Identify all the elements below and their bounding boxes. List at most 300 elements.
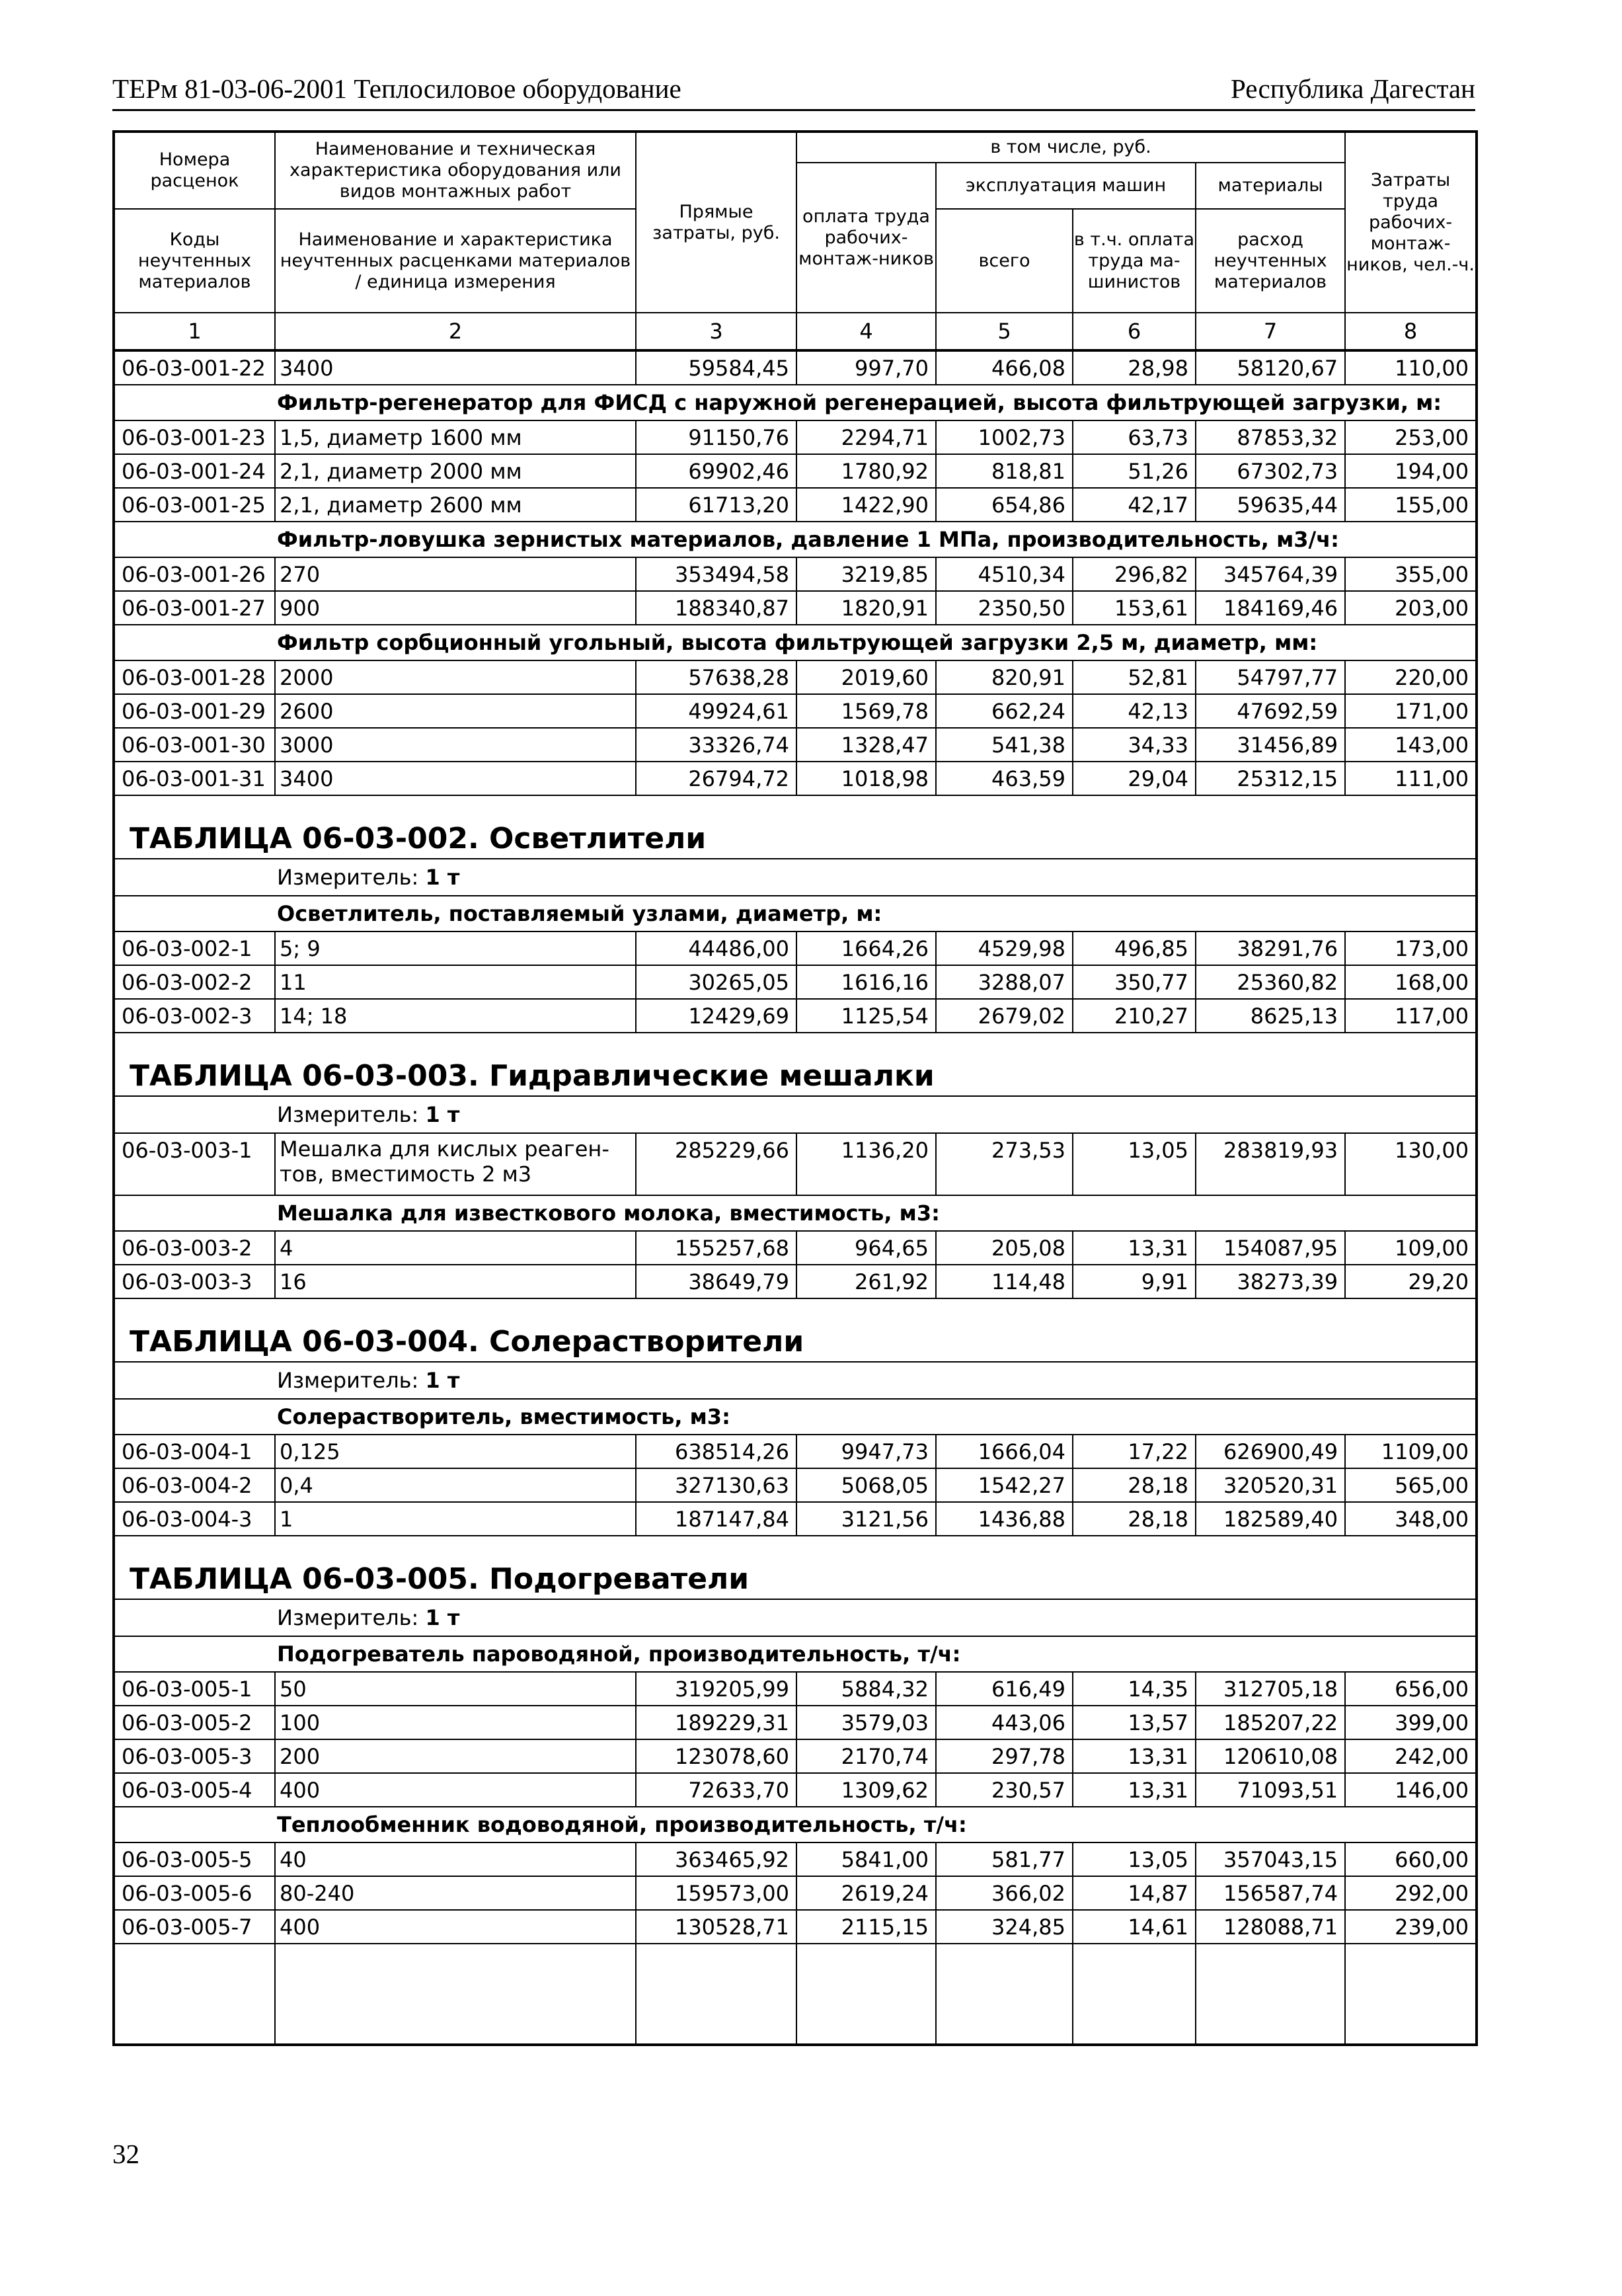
item-description: 14; 18 [275,999,636,1033]
item-description: 2,1, диаметр 2000 мм [275,454,636,488]
measure-label: Измеритель: [277,865,419,890]
worker-pay-value: 1616,16 [796,965,936,999]
empty-cell [1073,1944,1196,2045]
item-description: 900 [275,591,636,625]
labor-hours-value: 220,00 [1345,660,1477,694]
labor-hours-value: 660,00 [1345,1842,1477,1876]
measure-label: Измеритель: [277,1102,419,1127]
header-machines-total: всего [936,209,1073,313]
item-description: Мешалка для кислых реаген-тов, вместимость 2 м3 [275,1133,636,1195]
machinist-pay-value: 29,04 [1073,762,1196,795]
materials-value: 320520,31 [1196,1468,1345,1502]
table-row [114,728,1477,762]
direct-costs-value: 130528,71 [636,1910,796,1944]
labor-hours-value: 143,00 [1345,728,1477,762]
machinist-pay-value: 14,35 [1073,1672,1196,1706]
machinist-pay-value: 153,61 [1073,591,1196,625]
worker-pay-value: 2619,24 [796,1876,936,1910]
labor-hours-value: 173,00 [1345,931,1477,965]
item-description: 3400 [275,762,636,795]
materials-value: 58120,67 [1196,350,1345,385]
worker-pay-value: 1309,62 [796,1773,936,1807]
direct-costs-value: 353494,58 [636,557,796,591]
empty-cell [114,1944,275,2045]
machines-total-value: 4510,34 [936,557,1073,591]
worker-pay-value: 1664,26 [796,931,936,965]
direct-costs-value: 159573,00 [636,1876,796,1910]
item-description: 4 [275,1231,636,1265]
price-table [112,130,1478,2046]
item-description: 40 [275,1842,636,1876]
direct-costs-value: 155257,68 [636,1231,796,1265]
machines-total-value: 2350,50 [936,591,1073,625]
direct-costs-value: 57638,28 [636,660,796,694]
item-description: 0,125 [275,1435,636,1468]
labor-hours-value: 109,00 [1345,1231,1477,1265]
materials-value: 38273,39 [1196,1265,1345,1298]
section-heading: Солерастворитель, вместимость, м3: [114,1399,1477,1435]
machinist-pay-value: 28,18 [1073,1502,1196,1536]
item-description: 3400 [275,350,636,385]
labor-hours-value: 1109,00 [1345,1435,1477,1468]
rate-code: 06-03-005-7 [114,1910,275,1944]
table-title: ТАБЛИЦА 06-03-004. Солерастворители [114,1298,1477,1362]
rate-code: 06-03-001-27 [114,591,275,625]
machinist-pay-value: 13,05 [1073,1842,1196,1876]
measure-value: 1 т [425,1605,460,1630]
header-worker-pay: оплата труда рабочих-монтаж-ников [796,163,936,313]
worker-pay-value: 3121,56 [796,1502,936,1536]
measure-unit [114,1096,1477,1133]
materials-value: 67302,73 [1196,454,1345,488]
direct-costs-value: 59584,45 [636,350,796,385]
item-description: 5; 9 [275,931,636,965]
rate-code: 06-03-001-30 [114,728,275,762]
labor-hours-value: 171,00 [1345,694,1477,728]
labor-hours-value: 399,00 [1345,1706,1477,1739]
header-materials: материалы [1196,163,1345,209]
table-title: ТАБЛИЦА 06-03-002. Осветлители [114,795,1477,859]
worker-pay-value: 2294,71 [796,420,936,454]
page-header-title: ТЕРм 81-03-06-2001 Теплосиловое оборудование [112,73,681,104]
machines-total-value: 1542,27 [936,1468,1073,1502]
machinist-pay-value: 14,87 [1073,1876,1196,1910]
rate-code: 06-03-005-4 [114,1773,275,1807]
rate-code: 06-03-001-28 [114,660,275,694]
column-number-row [114,313,1477,350]
measure-value: 1 т [425,1368,460,1393]
labor-hours-value: 348,00 [1345,1502,1477,1536]
item-description: 80-240 [275,1876,636,1910]
materials-value: 25360,82 [1196,965,1345,999]
rate-code: 06-03-001-22 [114,350,275,385]
rate-code: 06-03-005-2 [114,1706,275,1739]
machines-total-value: 616,49 [936,1672,1073,1706]
labor-hours-value: 565,00 [1345,1468,1477,1502]
measure-row [114,1096,1477,1133]
measure-label: Измеритель: [277,1605,419,1630]
machines-total-value: 1436,88 [936,1502,1073,1536]
materials-value: 312705,18 [1196,1672,1345,1706]
header-work-name: Наименование и техническая характеристика оборудования или видов монтажных работ [275,132,636,209]
worker-pay-value: 3219,85 [796,557,936,591]
machines-total-value: 273,53 [936,1133,1073,1195]
worker-pay-value: 997,70 [796,350,936,385]
measure-row [114,1362,1477,1399]
rate-code: 06-03-002-1 [114,931,275,965]
table-row [114,557,1477,591]
section-heading: Фильтр сорбционный угольный, высота фильтрующей загрузки 2,5 м, диаметр, мм: [114,625,1477,660]
direct-costs-value: 123078,60 [636,1739,796,1773]
table-row [114,965,1477,999]
rate-code: 06-03-005-6 [114,1876,275,1910]
measure-unit [114,859,1477,896]
item-description: 3000 [275,728,636,762]
machines-total-value: 230,57 [936,1773,1073,1807]
column-number: 7 [1196,313,1345,350]
table-row [114,1502,1477,1536]
machinist-pay-value: 496,85 [1073,931,1196,965]
worker-pay-value: 9947,73 [796,1435,936,1468]
direct-costs-value: 38649,79 [636,1265,796,1298]
materials-value: 283819,93 [1196,1133,1345,1195]
page-header-region: Республика Дагестан [1231,73,1475,104]
rate-code: 06-03-005-3 [114,1739,275,1773]
materials-value: 87853,32 [1196,420,1345,454]
empty-cell [275,1944,636,2045]
rate-code: 06-03-001-31 [114,762,275,795]
table-row [114,1468,1477,1502]
direct-costs-value: 49924,61 [636,694,796,728]
item-description: 400 [275,1773,636,1807]
machinist-pay-value: 14,61 [1073,1910,1196,1944]
machines-total-value: 1666,04 [936,1435,1073,1468]
worker-pay-value: 1569,78 [796,694,936,728]
machines-total-value: 581,77 [936,1842,1073,1876]
machines-total-value: 541,38 [936,728,1073,762]
table-row [114,660,1477,694]
rate-code: 06-03-003-3 [114,1265,275,1298]
measure-value: 1 т [425,865,460,890]
materials-value: 47692,59 [1196,694,1345,728]
column-number: 1 [114,313,275,350]
header-direct-costs: Прямые затраты, руб. [636,132,796,313]
header-material-name: Наименование и характеристика неучтенных расценками материалов / единица измерения [275,209,636,313]
labor-hours-value: 29,20 [1345,1265,1477,1298]
table-row [114,591,1477,625]
machinist-pay-value: 350,77 [1073,965,1196,999]
measure-value: 1 т [425,1102,460,1127]
rate-code: 06-03-005-5 [114,1842,275,1876]
rate-code: 06-03-002-3 [114,999,275,1033]
machinist-pay-value: 296,82 [1073,557,1196,591]
worker-pay-value: 5068,05 [796,1468,936,1502]
item-description: 1,5, диаметр 1600 мм [275,420,636,454]
header-labor-hours: Затраты труда рабочих-монтаж-ников, чел.-ч. [1345,132,1477,313]
table-title: ТАБЛИЦА 06-03-003. Гидравлические мешалки [114,1033,1477,1096]
table-row [114,1265,1477,1298]
table-row [114,1842,1477,1876]
worker-pay-value: 5841,00 [796,1842,936,1876]
worker-pay-value: 2019,60 [796,660,936,694]
worker-pay-value: 5884,32 [796,1672,936,1706]
materials-value: 154087,95 [1196,1231,1345,1265]
worker-pay-value: 2115,15 [796,1910,936,1944]
materials-value: 182589,40 [1196,1502,1345,1536]
header-material-codes: Коды неучтенных материалов [114,209,275,313]
worker-pay-value: 1136,20 [796,1133,936,1195]
machines-total-value: 114,48 [936,1265,1073,1298]
labor-hours-value: 656,00 [1345,1672,1477,1706]
measure-label: Измеритель: [277,1368,419,1393]
worker-pay-value: 2170,74 [796,1739,936,1773]
header-machines: эксплуатация машин [936,163,1196,209]
machines-total-value: 466,08 [936,350,1073,385]
materials-value: 25312,15 [1196,762,1345,795]
table-row [114,999,1477,1033]
worker-pay-value: 261,92 [796,1265,936,1298]
rate-code: 06-03-001-24 [114,454,275,488]
section-heading-row [114,522,1477,557]
section-heading: Фильтр-регенератор для ФИСД с наружной регенерацией, высота фильтрующей загрузки, м: [114,385,1477,420]
machinist-pay-value: 17,22 [1073,1435,1196,1468]
worker-pay-value: 1780,92 [796,454,936,488]
table-body [114,350,1477,2045]
labor-hours-value: 239,00 [1345,1910,1477,1944]
section-heading-row [114,896,1477,931]
header-machinist-pay: в т.ч. оплата труда ма-шинистов [1073,209,1196,313]
direct-costs-value: 188340,87 [636,591,796,625]
materials-value: 71093,51 [1196,1773,1345,1807]
section-heading: Осветлитель, поставляемый узлами, диаметр, м: [114,896,1477,931]
header-including: в том числе, руб. [796,132,1345,163]
empty-cell [936,1944,1073,2045]
section-heading-row [114,385,1477,420]
materials-value: 184169,46 [1196,591,1345,625]
rate-code: 06-03-005-1 [114,1672,275,1706]
rate-code: 06-03-004-3 [114,1502,275,1536]
direct-costs-value: 72633,70 [636,1773,796,1807]
table-title-row [114,795,1477,859]
table-row [114,694,1477,728]
machines-total-value: 818,81 [936,454,1073,488]
rate-code: 06-03-004-2 [114,1468,275,1502]
direct-costs-value: 327130,63 [636,1468,796,1502]
materials-value: 185207,22 [1196,1706,1345,1739]
labor-hours-value: 242,00 [1345,1739,1477,1773]
labor-hours-value: 292,00 [1345,1876,1477,1910]
header-rate-numbers: Номера расценок [114,132,275,209]
section-heading-row [114,1399,1477,1435]
empty-row [114,1944,1477,2045]
direct-costs-value: 61713,20 [636,488,796,522]
labor-hours-value: 130,00 [1345,1133,1477,1195]
worker-pay-value: 1018,98 [796,762,936,795]
page-number: 32 [112,2139,139,2169]
worker-pay-value: 1422,90 [796,488,936,522]
materials-value: 38291,76 [1196,931,1345,965]
machines-total-value: 3288,07 [936,965,1073,999]
direct-costs-value: 189229,31 [636,1706,796,1739]
direct-costs-value: 69902,46 [636,454,796,488]
machines-total-value: 324,85 [936,1910,1073,1944]
rate-code: 06-03-001-29 [114,694,275,728]
worker-pay-value: 1820,91 [796,591,936,625]
item-description: 1 [275,1502,636,1536]
section-heading-row [114,1195,1477,1231]
machinist-pay-value: 52,81 [1073,660,1196,694]
materials-value: 59635,44 [1196,488,1345,522]
machines-total-value: 443,06 [936,1706,1073,1739]
empty-cell [636,1944,796,2045]
machinist-pay-value: 51,26 [1073,454,1196,488]
direct-costs-value: 44486,00 [636,931,796,965]
machines-total-value: 2679,02 [936,999,1073,1033]
labor-hours-value: 194,00 [1345,454,1477,488]
materials-value: 626900,49 [1196,1435,1345,1468]
machinist-pay-value: 42,17 [1073,488,1196,522]
materials-value: 54797,77 [1196,660,1345,694]
table-row [114,1133,1477,1195]
labor-hours-value: 253,00 [1345,420,1477,454]
section-heading-row [114,1807,1477,1842]
table-row [114,1910,1477,1944]
section-heading-row [114,1636,1477,1672]
machinist-pay-value: 13,57 [1073,1706,1196,1739]
table-title-row [114,1298,1477,1362]
column-number: 2 [275,313,636,350]
materials-value: 345764,39 [1196,557,1345,591]
section-heading: Фильтр-ловушка зернистых материалов, давление 1 МПа, производительность, м3/ч: [114,522,1477,557]
table-head [114,132,1477,350]
item-description: 2000 [275,660,636,694]
rate-code: 06-03-003-1 [114,1133,275,1195]
table-row [114,454,1477,488]
machines-total-value: 1002,73 [936,420,1073,454]
direct-costs-value: 12429,69 [636,999,796,1033]
worker-pay-value: 1125,54 [796,999,936,1033]
column-number: 4 [796,313,936,350]
column-number: 5 [936,313,1073,350]
materials-value: 357043,15 [1196,1842,1345,1876]
direct-costs-value: 30265,05 [636,965,796,999]
machines-total-value: 366,02 [936,1876,1073,1910]
materials-value: 128088,71 [1196,1910,1345,1944]
table-row [114,420,1477,454]
empty-cell [1196,1944,1345,2045]
materials-value: 8625,13 [1196,999,1345,1033]
item-description: 100 [275,1706,636,1739]
labor-hours-value: 168,00 [1345,965,1477,999]
section-heading-row [114,625,1477,660]
section-heading: Мешалка для известкового молока, вместимость, м3: [114,1195,1477,1231]
table-row [114,1672,1477,1706]
direct-costs-value: 26794,72 [636,762,796,795]
direct-costs-value: 33326,74 [636,728,796,762]
table-row [114,1706,1477,1739]
table-row [114,350,1477,385]
machinist-pay-value: 13,05 [1073,1133,1196,1195]
item-description: 11 [275,965,636,999]
measure-row [114,1599,1477,1636]
item-description: 400 [275,1910,636,1944]
rate-code: 06-03-002-2 [114,965,275,999]
item-description: 200 [275,1739,636,1773]
machines-total-value: 463,59 [936,762,1073,795]
labor-hours-value: 155,00 [1345,488,1477,522]
item-description: 16 [275,1265,636,1298]
machinist-pay-value: 210,27 [1073,999,1196,1033]
rate-code: 06-03-001-25 [114,488,275,522]
machines-total-value: 205,08 [936,1231,1073,1265]
worker-pay-value: 1328,47 [796,728,936,762]
item-description: 2,1, диаметр 2600 мм [275,488,636,522]
machines-total-value: 297,78 [936,1739,1073,1773]
table-title-row [114,1536,1477,1599]
table-row [114,1231,1477,1265]
column-number: 6 [1073,313,1196,350]
section-heading: Подогреватель пароводяной, производительность, т/ч: [114,1636,1477,1672]
table-row [114,931,1477,965]
table-row [114,762,1477,795]
materials-value: 31456,89 [1196,728,1345,762]
machinist-pay-value: 13,31 [1073,1739,1196,1773]
labor-hours-value: 146,00 [1345,1773,1477,1807]
section-heading: Теплообменник водоводяной, производительность, т/ч: [114,1807,1477,1842]
machinist-pay-value: 28,98 [1073,350,1196,385]
measure-unit [114,1362,1477,1399]
table-row [114,1435,1477,1468]
item-description: 50 [275,1672,636,1706]
worker-pay-value: 3579,03 [796,1706,936,1739]
machinist-pay-value: 13,31 [1073,1773,1196,1807]
direct-costs-value: 638514,26 [636,1435,796,1468]
materials-value: 156587,74 [1196,1876,1345,1910]
item-description: 0,4 [275,1468,636,1502]
table-row [114,1739,1477,1773]
worker-pay-value: 964,65 [796,1231,936,1265]
table-title-row [114,1033,1477,1096]
direct-costs-value: 187147,84 [636,1502,796,1536]
machinist-pay-value: 9,91 [1073,1265,1196,1298]
rate-code: 06-03-001-23 [114,420,275,454]
direct-costs-value: 285229,66 [636,1133,796,1195]
machines-total-value: 662,24 [936,694,1073,728]
machinist-pay-value: 42,13 [1073,694,1196,728]
header-rule [112,109,1475,111]
item-description: 2600 [275,694,636,728]
machinist-pay-value: 34,33 [1073,728,1196,762]
table-title: ТАБЛИЦА 06-03-005. Подогреватели [114,1536,1477,1599]
empty-cell [796,1944,936,2045]
machinist-pay-value: 13,31 [1073,1231,1196,1265]
direct-costs-value: 91150,76 [636,420,796,454]
labor-hours-value: 117,00 [1345,999,1477,1033]
header-material-consumption: расход неучтенных материалов [1196,209,1345,313]
table-row [114,1876,1477,1910]
direct-costs-value: 319205,99 [636,1672,796,1706]
rate-code: 06-03-003-2 [114,1231,275,1265]
measure-unit [114,1599,1477,1636]
labor-hours-value: 203,00 [1345,591,1477,625]
column-number: 8 [1345,313,1477,350]
rate-code: 06-03-004-1 [114,1435,275,1468]
table-row [114,1773,1477,1807]
machines-total-value: 4529,98 [936,931,1073,965]
machinist-pay-value: 63,73 [1073,420,1196,454]
direct-costs-value: 363465,92 [636,1842,796,1876]
rate-code: 06-03-001-26 [114,557,275,591]
